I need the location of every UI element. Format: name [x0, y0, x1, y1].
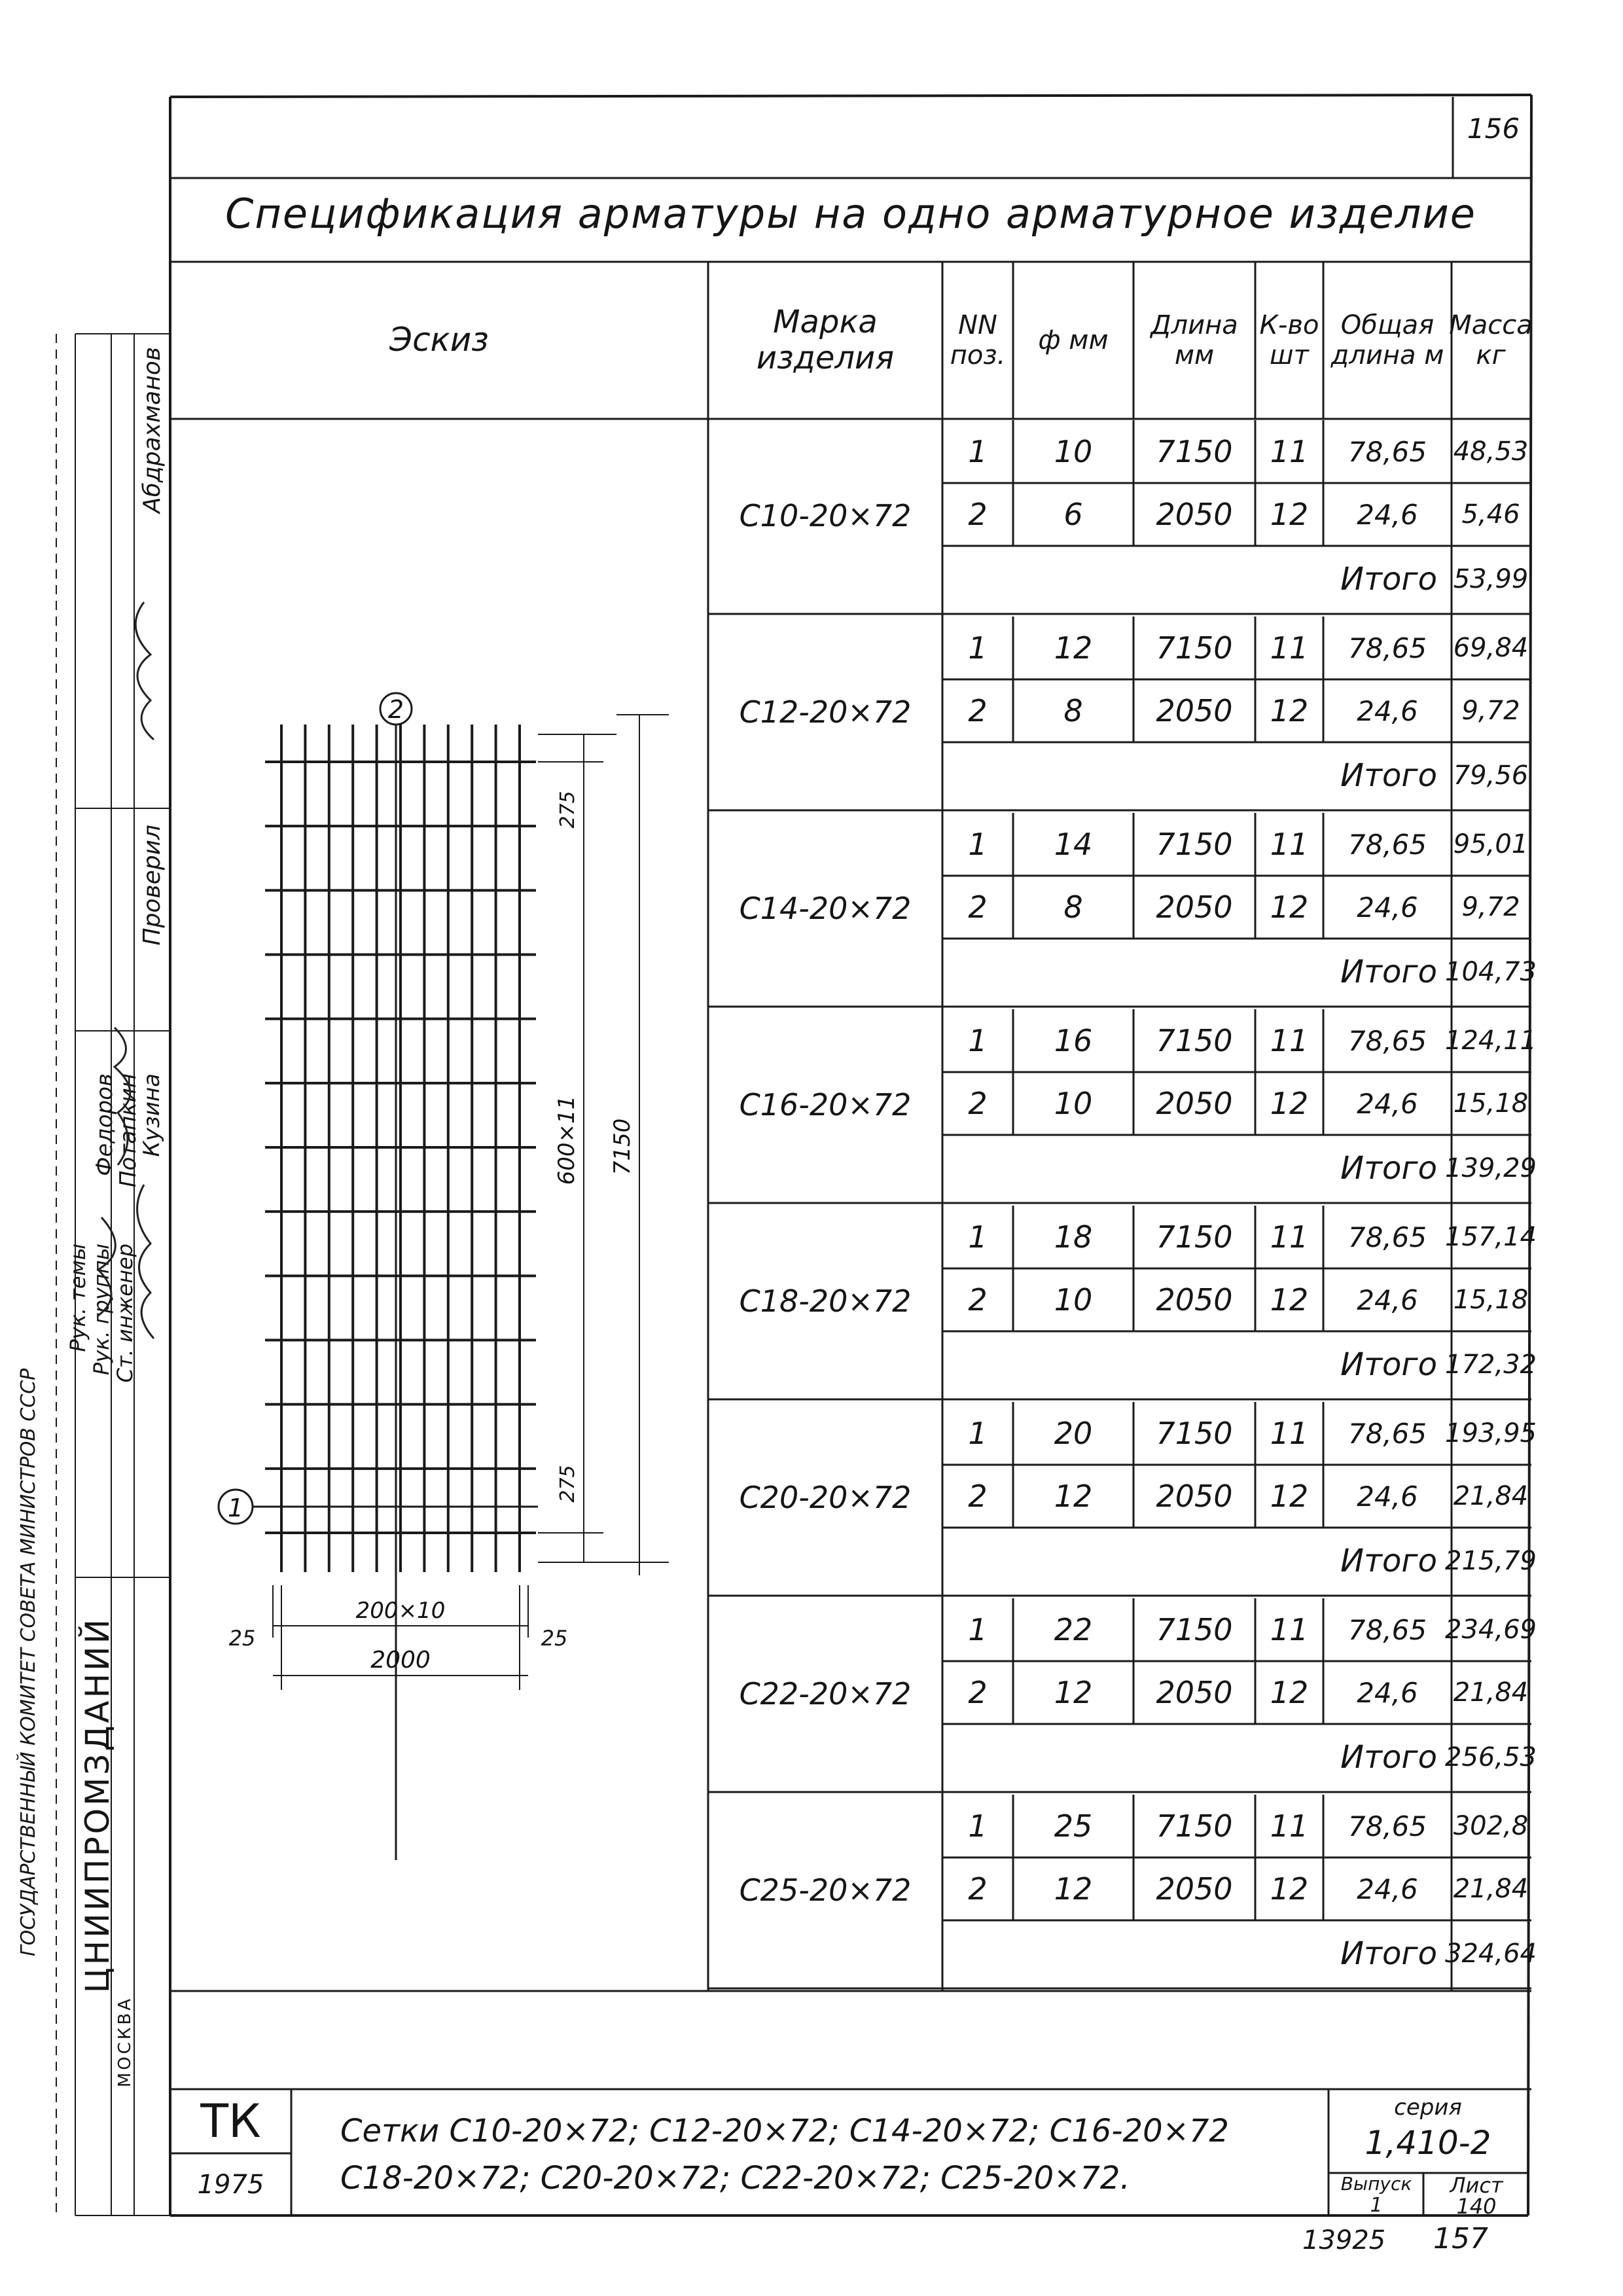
- cell-mass: 15,18: [1453, 1088, 1529, 1119]
- dim-7150: 7150: [609, 1118, 635, 1175]
- cell-pos: 2: [968, 1479, 988, 1514]
- cell-total: 78,65: [1347, 1613, 1427, 1646]
- dim-200x10: 200×10: [355, 1598, 446, 1624]
- dim-275-bottom: 275: [556, 1465, 579, 1503]
- header-quantity: К-во шт: [1259, 310, 1319, 370]
- cell-length: 2050: [1156, 693, 1233, 728]
- cell-mass: 21,84: [1453, 1481, 1529, 1511]
- cell-dia: 8: [1063, 693, 1083, 728]
- dim-25-left: 25: [228, 1626, 256, 1651]
- cell-mass: 21,84: [1453, 1874, 1529, 1904]
- item-mark: С14-20×72: [739, 891, 912, 926]
- cell-mass: 15,18: [1453, 1285, 1529, 1315]
- total-label: Итого: [1340, 1739, 1437, 1776]
- item-mark: С16-20×72: [739, 1087, 912, 1122]
- signature-marks: [79, 576, 164, 1558]
- cell-total: 78,65: [1347, 1221, 1427, 1253]
- cell-qty: 12: [1270, 1871, 1309, 1907]
- cell-pos: 1: [968, 1023, 988, 1058]
- cell-dia: 20: [1054, 1416, 1093, 1451]
- cell-length: 2050: [1156, 1871, 1233, 1907]
- side-org-top: ГОСУДАРСТВЕННЫЙ КОМИТЕТ СОВЕТА МИНИСТРОВ СССР: [17, 1368, 40, 1957]
- cell-total: 78,65: [1347, 1810, 1427, 1842]
- pos2-label: 2: [387, 695, 404, 724]
- cell-length: 7150: [1156, 1023, 1233, 1058]
- cell-length: 7150: [1156, 1219, 1233, 1255]
- cell-pos: 1: [968, 827, 988, 862]
- cell-dia: 8: [1063, 889, 1083, 925]
- cell-qty: 12: [1270, 1675, 1309, 1710]
- cell-total: 78,65: [1347, 1417, 1427, 1450]
- side-org-city: МОСКВА: [115, 1996, 135, 2088]
- dim-600x11: 600×11: [554, 1095, 580, 1185]
- cell-mass: 124,11: [1445, 1026, 1537, 1056]
- side-name-2: Потапкин: [115, 1073, 141, 1188]
- cell-length: 2050: [1156, 497, 1233, 532]
- cell-qty: 11: [1270, 1416, 1309, 1451]
- cell-total: 24,6: [1357, 498, 1418, 531]
- mesh-sketch: [171, 420, 707, 1990]
- series-label: серия: [1394, 2094, 1462, 2121]
- sheet-label: Лист: [1450, 2173, 1503, 2198]
- cell-mass: 302,8: [1453, 1811, 1529, 1841]
- header-pos: NN поз.: [950, 310, 1006, 370]
- total-value: 53,99: [1453, 564, 1529, 594]
- side-checked-label: Проверил: [139, 825, 166, 946]
- dim-275-top: 275: [556, 791, 579, 829]
- cell-length: 2050: [1156, 1282, 1233, 1318]
- stamp-tk: ТК: [200, 2094, 261, 2148]
- total-value: 104,73: [1445, 957, 1537, 987]
- dim-25-right: 25: [541, 1626, 568, 1651]
- cell-dia: 12: [1054, 1675, 1093, 1710]
- stamp-title-line2: С18-20×72; С20-20×72; С22-20×72; С25-20×72.: [340, 2160, 1130, 2197]
- cell-length: 2050: [1156, 1086, 1233, 1121]
- cell-dia: 12: [1054, 1479, 1093, 1514]
- cell-pos: 1: [968, 630, 988, 666]
- cell-dia: 6: [1063, 497, 1083, 532]
- header-diameter: ф мм: [1038, 325, 1109, 355]
- cell-mass: 5,46: [1461, 499, 1520, 529]
- header-mass: Масса кг: [1449, 310, 1533, 370]
- cell-length: 7150: [1156, 1612, 1233, 1647]
- cell-total: 24,6: [1357, 1873, 1418, 1905]
- side-role-3: Рук. темы: [65, 1244, 90, 1352]
- cell-qty: 11: [1270, 1219, 1309, 1255]
- cell-total: 78,65: [1347, 435, 1427, 468]
- cell-qty: 12: [1270, 497, 1309, 532]
- cell-dia: 10: [1054, 434, 1093, 469]
- cell-qty: 12: [1270, 1282, 1309, 1318]
- cell-mass: 157,14: [1445, 1222, 1537, 1252]
- stamp-year: 1975: [197, 2170, 264, 2200]
- cell-qty: 12: [1270, 1086, 1309, 1121]
- header-total-length: Общая длина м: [1330, 310, 1444, 370]
- cell-qty: 11: [1270, 1612, 1309, 1647]
- total-value: 215,79: [1445, 1546, 1537, 1576]
- pos1-label: 1: [227, 1494, 244, 1522]
- cell-pos: 1: [968, 1416, 988, 1451]
- cell-dia: 12: [1054, 1871, 1093, 1907]
- cell-length: 7150: [1156, 630, 1233, 666]
- cell-length: 7150: [1156, 1416, 1233, 1451]
- cell-length: 7150: [1156, 434, 1233, 469]
- cell-total: 24,6: [1357, 1087, 1418, 1120]
- cell-pos: 1: [968, 1808, 988, 1844]
- item-mark: С20-20×72: [739, 1480, 912, 1515]
- cell-mass: 95,01: [1453, 829, 1529, 859]
- cell-mass: 9,72: [1461, 892, 1520, 922]
- issue-label: Выпуск: [1340, 2173, 1412, 2195]
- cell-dia: 25: [1054, 1808, 1093, 1844]
- total-value: 139,29: [1445, 1153, 1537, 1183]
- cell-dia: 14: [1054, 827, 1093, 862]
- total-label: Итого: [1340, 1935, 1437, 1972]
- cell-dia: 10: [1054, 1282, 1093, 1318]
- total-value: 79,56: [1453, 761, 1529, 791]
- cell-length: 2050: [1156, 889, 1233, 925]
- cell-pos: 2: [968, 1282, 988, 1318]
- cell-total: 78,65: [1347, 632, 1427, 664]
- cell-qty: 11: [1270, 434, 1309, 469]
- total-label: Итого: [1340, 1543, 1437, 1579]
- cell-total: 78,65: [1347, 1024, 1427, 1057]
- total-label: Итого: [1340, 1346, 1437, 1383]
- item-mark: С25-20×72: [739, 1873, 912, 1908]
- total-label: Итого: [1340, 1150, 1437, 1187]
- stamp-title-line1: Сетки С10-20×72; С12-20×72; С14-20×72; С16-20×72: [340, 2113, 1229, 2149]
- total-label: Итого: [1340, 954, 1437, 990]
- cell-total: 24,6: [1357, 891, 1418, 924]
- cell-qty: 11: [1270, 1808, 1309, 1844]
- total-label: Итого: [1340, 561, 1437, 598]
- cell-qty: 12: [1270, 693, 1309, 728]
- cell-qty: 11: [1270, 827, 1309, 862]
- cell-dia: 22: [1054, 1612, 1093, 1647]
- cell-mass: 234,69: [1445, 1615, 1537, 1645]
- cell-qty: 11: [1270, 1023, 1309, 1058]
- side-name-1: Кузина: [139, 1073, 165, 1157]
- total-value: 324,64: [1445, 1939, 1537, 1969]
- page-number: 156: [1467, 113, 1520, 145]
- cell-pos: 2: [968, 889, 988, 925]
- cell-pos: 2: [968, 497, 988, 532]
- cell-dia: 16: [1054, 1023, 1093, 1058]
- header-sketch: Эскиз: [389, 321, 489, 359]
- cell-pos: 2: [968, 1871, 988, 1907]
- cell-qty: 12: [1270, 889, 1309, 925]
- bottom-number-right: 157: [1433, 2222, 1488, 2255]
- cell-qty: 11: [1270, 630, 1309, 666]
- cell-length: 7150: [1156, 1808, 1233, 1844]
- spec-title: Спецификация арматуры на одно арматурное изделие: [225, 190, 1476, 238]
- item-mark: С22-20×72: [739, 1676, 912, 1712]
- item-mark: С10-20×72: [739, 498, 912, 533]
- cell-mass: 193,95: [1445, 1418, 1537, 1448]
- series-value: 1,410-2: [1364, 2124, 1491, 2162]
- cell-dia: 10: [1054, 1086, 1093, 1121]
- cell-mass: 9,72: [1461, 696, 1520, 726]
- header-length: Длина мм: [1150, 310, 1238, 370]
- cell-pos: 2: [968, 693, 988, 728]
- cell-mass: 69,84: [1453, 633, 1529, 663]
- side-role-1: Ст. инженер: [113, 1244, 137, 1383]
- cell-pos: 1: [968, 1612, 988, 1647]
- issue-value: 1: [1370, 2194, 1383, 2217]
- cell-length: 2050: [1156, 1675, 1233, 1710]
- cell-pos: 1: [968, 1219, 988, 1255]
- cell-total: 24,6: [1357, 1283, 1418, 1316]
- sheet-value: 140: [1456, 2194, 1497, 2219]
- cell-total: 78,65: [1347, 828, 1427, 861]
- cell-pos: 2: [968, 1086, 988, 1121]
- cell-dia: 12: [1054, 630, 1093, 666]
- total-value: 256,53: [1445, 1742, 1537, 1772]
- cell-total: 24,6: [1357, 694, 1418, 727]
- side-checker-name: Абдрахманов: [139, 347, 166, 513]
- cell-dia: 18: [1054, 1219, 1093, 1255]
- item-mark: С12-20×72: [739, 694, 912, 730]
- bottom-number-left: 13925: [1302, 2225, 1386, 2255]
- cell-pos: 2: [968, 1675, 988, 1710]
- cell-qty: 12: [1270, 1479, 1309, 1514]
- header-mark: Марка изделия: [756, 303, 895, 376]
- cell-mass: 48,53: [1453, 437, 1529, 467]
- cell-length: 2050: [1156, 1479, 1233, 1514]
- dim-2000: 2000: [370, 1647, 431, 1674]
- cell-total: 24,6: [1357, 1480, 1418, 1513]
- side-org-main: ЦНИИПРОМЗДАНИЙ: [79, 1617, 116, 1994]
- cell-length: 7150: [1156, 827, 1233, 862]
- cell-mass: 21,84: [1453, 1677, 1529, 1708]
- cell-pos: 1: [968, 434, 988, 469]
- side-role-2: Рук. группы: [89, 1244, 114, 1376]
- side-name-3: Федоров: [92, 1073, 118, 1176]
- total-label: Итого: [1340, 757, 1437, 794]
- item-mark: С18-20×72: [739, 1283, 912, 1319]
- cell-total: 24,6: [1357, 1676, 1418, 1709]
- total-value: 172,32: [1445, 1350, 1537, 1380]
